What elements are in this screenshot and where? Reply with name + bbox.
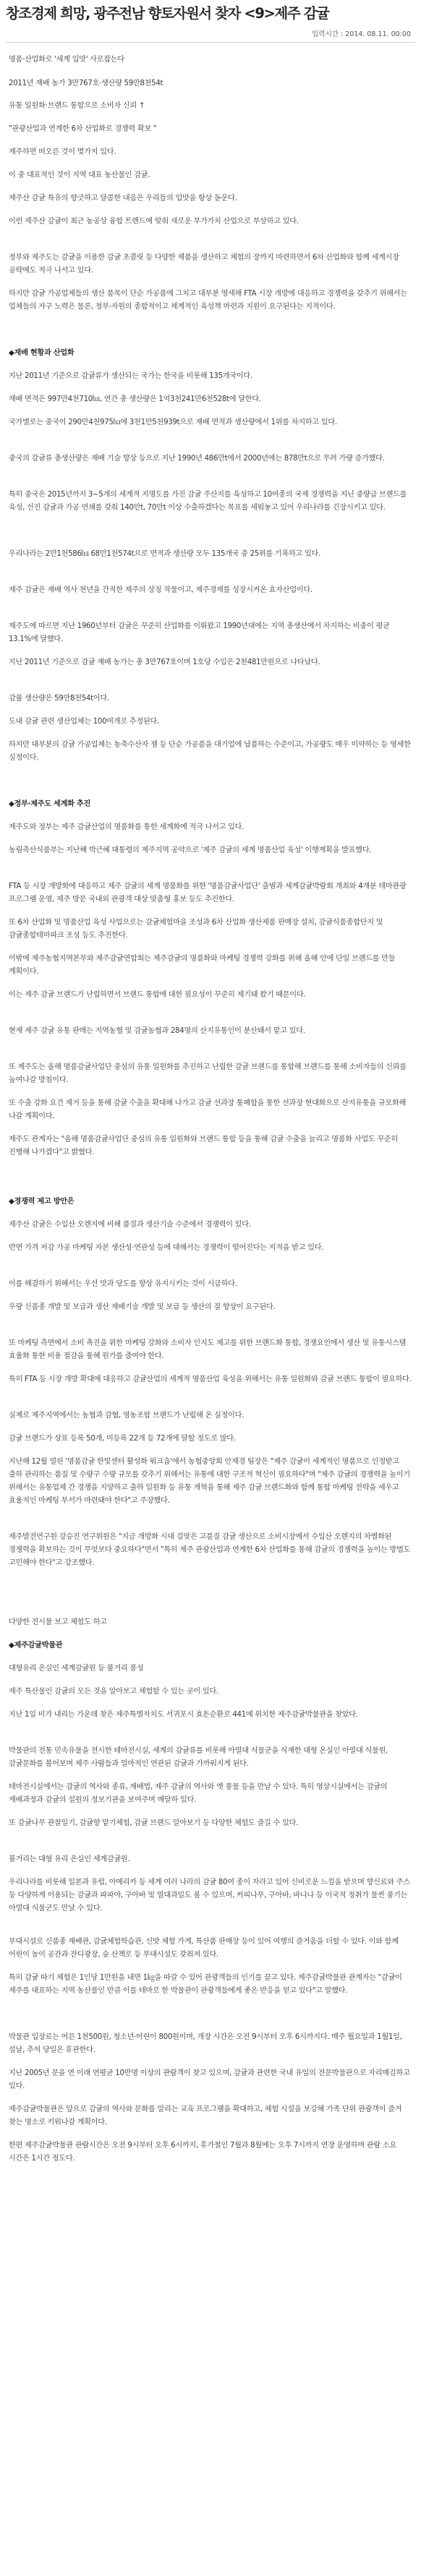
article-paragraph: 지난 2011년 기준으로 감귤류가 생산되는 국가는 한국을 비롯해 135개국이다.: [9, 372, 252, 380]
article-paragraph: 감귤 브랜드가 상표 등록 50개, 미등록 22개 등 72개에 달할 정도로 많다.: [9, 1435, 236, 1443]
section-heading: ◆재배 현황과 산업화: [9, 349, 75, 357]
article-paragraph: 도내 감귤 관련 생산업체는 100여개로 추정된다.: [9, 718, 159, 726]
article-paragraph: 또 6차 산업화 및 명품산업 육성 사업으로는 감귤체험마을 조성과 6차 산업화 생산제품 판매장 설치, 감귤식품종합단지 및 감귤종합테마파크 조성 등도 추진한다.: [9, 919, 383, 940]
article-paragraph: 국가별로는 중국이 290만4천975㏊에 3천1만5천939t으로 재배 면적과 생산량에서 1위를 차지하고 있다.: [9, 418, 337, 426]
section-heading: ◆정부·제주도 세계화 추진: [9, 800, 91, 808]
article-paragraph: 2011년 재배 농가 3만767호·생산량 59만8천54t: [9, 80, 163, 87]
article-paragraph: 재배 면적은 997만4천710㏊, 연간 총 생산량은 1억3천241만6천528t에 달한다.: [9, 395, 261, 403]
article-paragraph: 실제로 제주지역에서는 농협과 감협, 영농조합 브랜드가 난립해 온 실정이다.: [9, 1412, 244, 1420]
article-paragraph: 제주하면 떠오른 것이 몇가지 있다.: [9, 148, 116, 156]
article-paragraph: 특히 중국은 2015년까지 3~5개의 세계적 지명도를 가진 감귤 주산지를 육성하고 10여종의 국제 경쟁력을 지닌 중량급 브랜드를 육성, 선진 감귤과 가공 연쇄를 갖춰 140만t, 70만t 이상 수출하겠다는 목표를 세워놓고 있어 우리나라를 긴장시키고 있다.: [9, 491, 407, 512]
article-paragraph: 유통 일원화·브랜드 통합으로 소비자 신뢰 ↑: [9, 102, 145, 110]
article-paragraph: 제주도와 정부는 제주 감귤산업의 명품화를 통한 세계화에 적극 나서고 있다.: [9, 823, 244, 831]
article-paragraph: 정부와 제주도는 감귤을 이용한 감귤 초콜릿 등 다양한 제품을 생산하고 체험의 장까지 마련하면서 6차 산업화와 함께 세계시장 공략에도 적극 나서고 있다.: [9, 254, 399, 275]
section-heading: ◆제주감귤박물관: [9, 1641, 63, 1649]
article-paragraph: 하지만 대부분의 감귤 가공업체는 농축수산자 잼 등 단순 가공품을 대기업에 납품하는 수준이고, 가공량도 매우 미약하는 등 영세한 실정이다.: [9, 741, 411, 762]
article-paragraph: "관광산업과 연계한 6차 산업화로 경쟁력 확보 ": [9, 125, 157, 133]
article-paragraph: 제주도에 따르면 지난 1960년부터 감귤은 꾸준히 산업화를 이뤄왔고 1990년대에는 지역 총생산에서 차지하는 비중이 평균 13.1%에 달했다.: [9, 622, 390, 643]
article-paragraph: 볼거리는 대형 유리 온실인 세계감귤원.: [9, 1855, 130, 1863]
article-paragraph: 이런 제주산 감귤이 최근 농공상 융합 트렌드에 맞춰 새로운 부가가치 산업으로 부상하고 있다.: [9, 218, 299, 226]
article-paragraph: 제주발전연구원 강승진 연구위원은 "지금 개방화 시대 걸맞은 고품질 감귤 생산으로 소비시장에서 수입산 오렌지의 차별화된 경쟁력을 확보하는 것이 무엇보다 중요하다"면서 "특히 제주 관광산업과 연계한 6차 산업화를 통해 감귤의 경쟁력을 높이는 방법도 고민해야 한다"고 강조했다.: [9, 1533, 411, 1567]
article-paragraph: 우리나라를 비롯해 일본과 유럽, 아메리카 등 세계 여러 나라의 감귤 80여 종이 자라고 있어 신비로운 느낌을 받으며 향신료와 주스 등 다양하게 이용되는 감귤과 파파야, 구아바 및 열대과일도 볼 수 있으며, 커피나무, 구아바, 바나나 등 이국적 정취가 물씬 풍기는 아열대 식물군도 만날 수 있다.: [9, 1879, 410, 1912]
article-paragraph: 반면 가격 저감 가공 마케팅 자본 생산성·연관성 등에 대해서는 경쟁력이 떨어진다는 지적을 받고 있다.: [9, 1244, 324, 1252]
article-paragraph: 감률 생산량은 59만8천54t이다.: [9, 695, 109, 703]
article-paragraph: 명품·산업화로 '세계 입맛' 사로잡는다: [9, 56, 124, 64]
article-paragraph: 이는 제주 감귤 브랜드가 난립하면서 브랜드 통합에 대한 필요성이 꾸준히 제기돼 왔기 때문이다.: [9, 991, 306, 999]
article-paragraph: 또 감귤나무 관찰일기, 감귤향 맡기체험, 감귤 브랜드 알아보기 등 다양한 체험도 즐길 수 있다.: [9, 1819, 299, 1827]
article-paragraph: 특히 FTA 등 시장 개방 확대에 대응하고 감귤산업의 세계적 명품산업 육성을 위해서는 유통 일원화와 감귤 브랜드 통합이 필요하다.: [9, 1375, 412, 1383]
article-paragraph: 제주산 감귤 특유의 향긋하고 달콤한 내음은 우리들의 입맛을 항상 돋운다.: [9, 194, 237, 202]
section-heading: ◆경쟁력 제고 방안은: [9, 1198, 75, 1206]
article-paragraph: 하지만 감귤 가공업체들의 생산 품목이 단순 가공품에 그치고 대부분 영세해 FTA 시장 개방에 대응하고 경쟁력을 갖추기 위해서는 업체들의 자구 노력은 물론, 정부·자원의 종합적이고 체계적인 육성책 마련과 지원이 요구된다는 지적이다.: [9, 290, 407, 311]
article-paragraph: 이를 해결하기 위해서는 우선 맛과 당도를 향상 유지시키는 것이 시급하다.: [9, 1280, 237, 1288]
article-paragraph: 제주산 감귤은 수입산 오렌지에 비해 품질과 생산기술 수준에서 경쟁력이 있다.: [9, 1221, 251, 1229]
article-paragraph: 농림축산식품부는 지난해 박근혜 대통령의 제주지역 공약으로 '제주 감귤의 세계 명품산업 육성' 이행계획을 발표했다.: [9, 846, 372, 854]
article-paragraph: FTA 등 시장 개방화에 대응하고 제주 감귤의 세계 명품화를 위한 '명품감귤사업단' 출범과 세계감귤박람회 개최와 4개분 테마관광 프로그램 운영, 제주 방문 국내외 관광객 대상 맞춤형 홍보 등도 추진한다.: [9, 883, 407, 903]
article-paragraph: 지난 2011년 기준으로 감귤 재배 농가는 총 3만767호이며 1호당 수입은 2천481만원으로 나타났다.: [9, 658, 320, 666]
article-paragraph: 또 마케팅 측면에서 소비 촉진을 위한 마케팅 강화와 소비자 인지도 제고를 위한 브랜드화 통합, 경쟁요인에서 생산 및 유통시스템 효율화 통한 비용 절감을 통해 원가를 줄여야 한다.: [9, 1339, 407, 1360]
article-paragraph: 이 중 대표적인 것이 지역 대표 농산물인 감귤.: [9, 171, 150, 179]
article-paragraph: 대형유리 온실인 세계감귤원 등 볼거리 풍성: [9, 1665, 144, 1673]
article-paragraph: 또 수출 강화 요건 제거 등을 통해 감귤 수출을 확대해 나가고 감귤 선과장 통폐합을 통한 선과장 현대화으로 산지유통을 규모화해 나갈 계획이다.: [9, 1099, 407, 1120]
article-paragraph: 제주 감귤은 재배 역사 천년을 간직한 제주의 상징 작물이고, 제주경제를 성장시켜온 효자산업이다.: [9, 586, 312, 594]
article-paragraph: 지난해 12월 열린 '명품감귤 한빛센터 활성화 워크숍'에서 농협중앙회 안재경 팀장은 "제주 감귤이 세계적인 명품으로 인정받고 출하 관리하는 품질 및 수량구 수량 규모를 갖추기 위해서는 유통에 대한 구조적 혁신이 필요하다"며 "제주 감귤의 경쟁력을 높이기 위해서는 유통업체 간 경쟁을 지양하고 출하 일원화 등 유통 개혁을 통해 제주 감귤 브랜드화와 함께 통합 마케팅 전략을 세우고 효율적인 마케팅 부서가 마련돼야 한다"고 주장했다.: [9, 1458, 410, 1505]
article-paragraph: 또 제주도는 올해 명품감귤사업단 중심의 유통 일원화를 추진하고 난립한 감귤 브랜드를 통합해 브랜드를 통해 소비자들의 신뢰를 높여나갈 방침이다.: [9, 1063, 407, 1084]
article-paragraph: 현재 제주 감귤 유통 판매는 지역농협 및 감귤농협과 284명의 산지유통인이 분산돼서 맡고 있다.: [9, 1027, 305, 1035]
article-paragraph: 지난 1일 비가 내리는 가운데 찾은 제주특별자치도 서귀포시 효돈순환로 441에 위치한 제주감귤박물관을 찾았다.: [9, 1711, 358, 1719]
article-paragraph: 테마전시실에서는 감귤의 역사와 종류, 재배법, 제주 감귤의 역사와 옛 풍물 등을 만날 수 있다. 특히 영상시실에서는 감귤의 재배과정과 감귤의 설원의 정보기관을 보여주며 매달하 있다.: [9, 1783, 388, 1804]
article-paragraph: 부대시설로 신품종 재배관, 감귤체험학습관, 신맛 체험 가게, 특산품 판매장 등이 있어 여행의 즐거움을 더할 수 있다. 이와 함께 어린이 놀이 공간과 잔디광장, 숲 산책로 등 부대시설도 갖춰져 있다.: [9, 1938, 399, 1959]
article-paragraph: 다양한 전시물 보고 체험도 하고: [9, 1618, 107, 1626]
article-paragraph: 우리나라는 2만1천586㏊ 68만1천574t으로 면적과 생산량 모두 135개국 중 25위를 기록하고 있다.: [9, 550, 321, 558]
article-paragraph: 제주 특산물인 감귤의 모든 것을 알아보고 체험할 수 있는 곳이 있다.: [9, 1688, 218, 1696]
article-paragraph: 지난 2005년 문을 연 이래 연평균 10만명 이상의 관람객이 찾고 있으며, 감귤과 관련한 국내 유일의 전문박물관으로 자리매김하고 있다.: [9, 2069, 410, 2090]
article-paragraph: 특히 감귤 따기 체험은 1인당 1만원을 내면 1㎏을 따갈 수 있어 관광객들의 인기를 끌고 있다. 제주감귤박물관 관계자는 "감귤이 제주를 대표하는 지역 농산물인 만큼 이를 테마로 한 박물관이 관광객들에게 좋은 반응을 얻고 있다"고 말했다.: [9, 1974, 402, 1995]
article-paragraph: 박물관의 전통 민속유물을 전시한 테마전시실, 세계의 감귤류를 비롯해 아열대 식물군을 식재한 대형 온실인 아열대 식물원, 감귤문화를 볼어보며 제주 사람들과 얼마적인 연관된 감귤과 가까워지게 된다.: [9, 1747, 388, 1768]
article-paragraph: 박물관 입장료는 어른 1천500원, 청소년·어린이 800원이며, 개장 시간은 오전 9시부터 오후 6시까지다. 매주 월요일과 1월1일, 설날, 추석 당일은 휴관한다.: [9, 2033, 402, 2054]
publish-date: 입력시간 : 2014. 08.11. 00:00: [312, 30, 411, 38]
article-title: 창조경제 희망, 광주전남 향토자원서 찾자 <9>제주 감귤: [6, 5, 329, 22]
title-divider: [6, 42, 415, 43]
article-paragraph: 제주감귤박물관은 앞으로 감귤의 역사와 문화를 알리는 교육 프로그램을 확대하고, 체험 시설을 보강해 가족 단위 관광객이 즐겨 찾는 명소로 키워나갈 계획이다.: [9, 2105, 402, 2126]
article-paragraph: 제주도 관계자는 "올해 명품감귤사업단 중심의 유통 일원화와 브랜드 통합 등을 통해 감귤 수출을 늘리고 명품화 사업도 꾸준히 진행해 나가겠다"고 밝혔다.: [9, 1135, 398, 1156]
article-paragraph: 한편 제주감귤박물관 관람시간은 오전 9시부터 오후 6시까지, 휴가철인 7월과 8월에는 오후 7시까지 연장 운영하며 관람 소요 시간은 1시간 정도다.: [9, 2142, 396, 2163]
article-paragraph: 이밖에 제주농협지역본부와 제주감귤연합회는 제주감귤의 명품화와 마케팅 경쟁력 강화를 위해 올해 안에 단일 브랜드를 만들 계획이다.: [9, 955, 396, 976]
article-paragraph: 우량 신품종 개발 및 보급과 생산 재배기술 개발 및 보급 등 생산의 질 향상이 요구된다.: [9, 1303, 276, 1311]
article-paragraph: 중국의 감귤류 총생산량은 재배 기술 향상 등으로 지난 1990년 486만t에서 2000년에는 878만t으로 무려 가량 증가했다.: [9, 455, 385, 463]
